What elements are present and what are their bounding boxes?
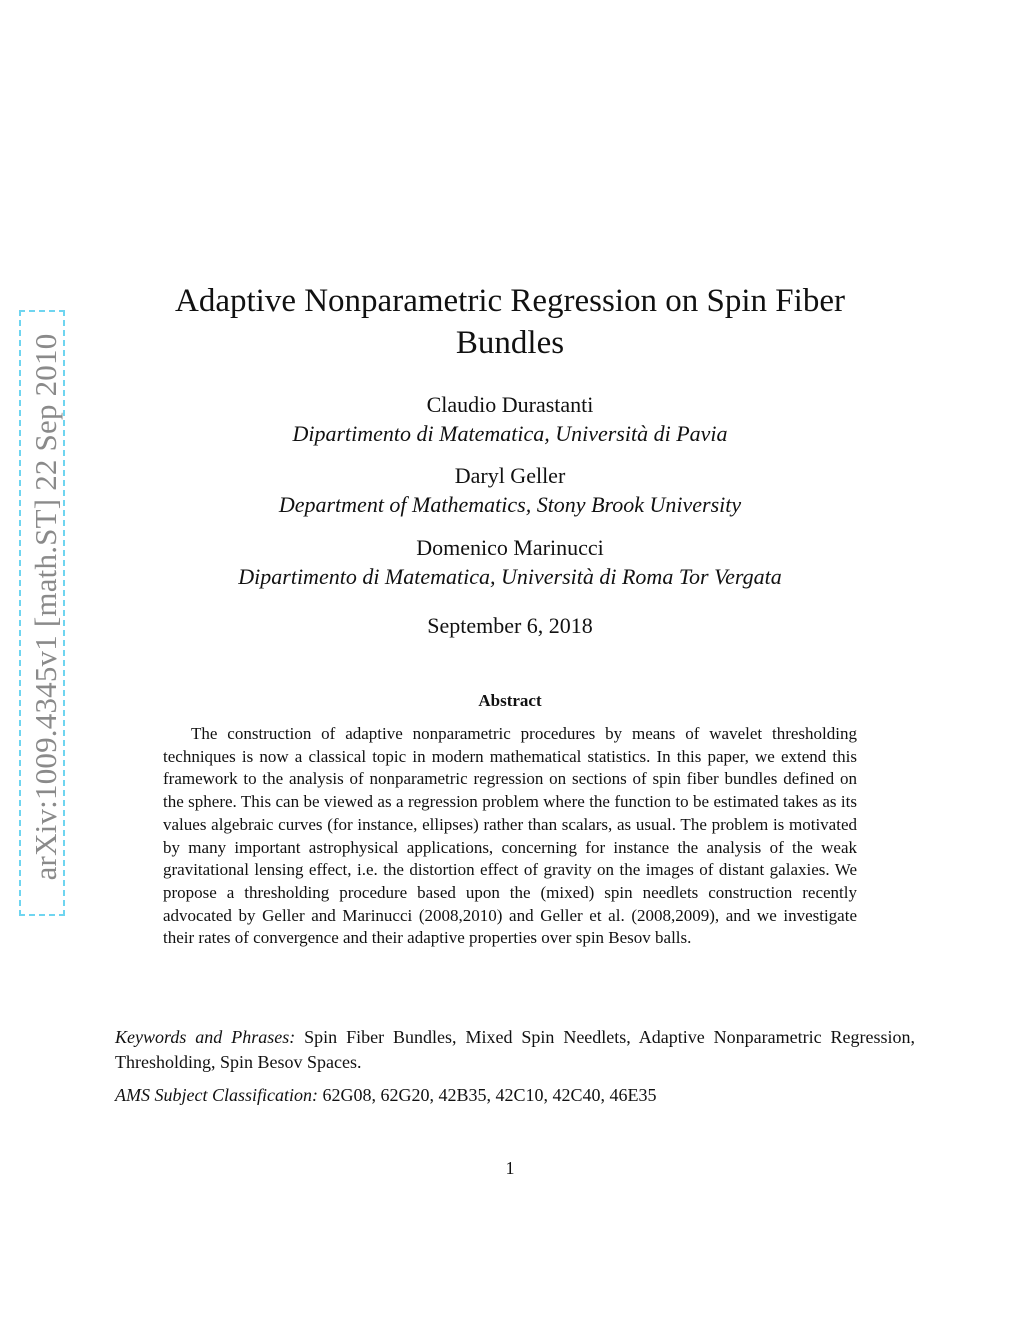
ams-label: AMS Subject Classification: (115, 1085, 318, 1105)
author-block-1 (120, 391, 900, 449)
author-name: Daryl Geller (454, 463, 566, 488)
keywords-value: Spin Fiber Bundles, Mixed Spin Needlets, Adaptive Nonparametric Regression, Thresholding, Spin Besov Spaces. (115, 1027, 916, 1072)
ams-line (115, 1083, 915, 1108)
title-line-2: Bundles (455, 325, 565, 361)
abstract-text: The construction of adaptive nonparametric procedures by means of wavelet thresholding techniques is now a classical topic in modern mathematical statistics. In this paper, we extend this framework to the analysis of nonparametric regression on sections of spin fiber bundles defined on the sphere. This can be viewed as a regression problem where the function to be estimated takes as its values algebraic curves (for instance, ellipses) rather than scalars, as usual. The problem is motivated by many important astrophysical applications, concerning for instance the analysis of the weak gravitational lensing effect, i.e. the distortion effect of gravity on the images of distant galaxies. We propose a thresholding procedure based upon the (mixed) spin needlets construction recently advocated by Geller and Marinucci (2008,2010) and Geller et al. (2008,2009), and we investigate their rates of convergence and their adaptive properties over spin Besov balls. (163, 724, 857, 948)
author-name: Domenico Marinucci (416, 535, 604, 560)
ams-value: 62G08, 62G20, 42B35, 42C10, 42C40, 46E35 (322, 1085, 657, 1105)
author-affiliation: Dipartimento di Matematica, Università di Roma Tor Vergata (238, 564, 782, 589)
author-name: Claudio Durastanti (426, 392, 594, 417)
author-block-2 (120, 462, 900, 520)
title-line-1: Adaptive Nonparametric Regression on Spin Fiber (175, 283, 845, 319)
keywords-label: Keywords and Phrases: (115, 1027, 296, 1047)
author-block-3 (120, 534, 900, 592)
author-affiliation: Dipartimento di Matematica, Università di Pavia (292, 421, 728, 446)
abstract-heading: Abstract (478, 691, 542, 710)
paper-title (120, 280, 900, 364)
page-number: 1 (505, 1158, 515, 1178)
author-affiliation: Department of Mathematics, Stony Brook University (278, 492, 742, 517)
arxiv-stamp[interactable]: arXiv:1009.4345v1 [math.ST] 22 Sep 2010 (28, 333, 63, 881)
keywords-line (115, 1025, 915, 1075)
paper-date: September 6, 2018 (427, 613, 593, 638)
